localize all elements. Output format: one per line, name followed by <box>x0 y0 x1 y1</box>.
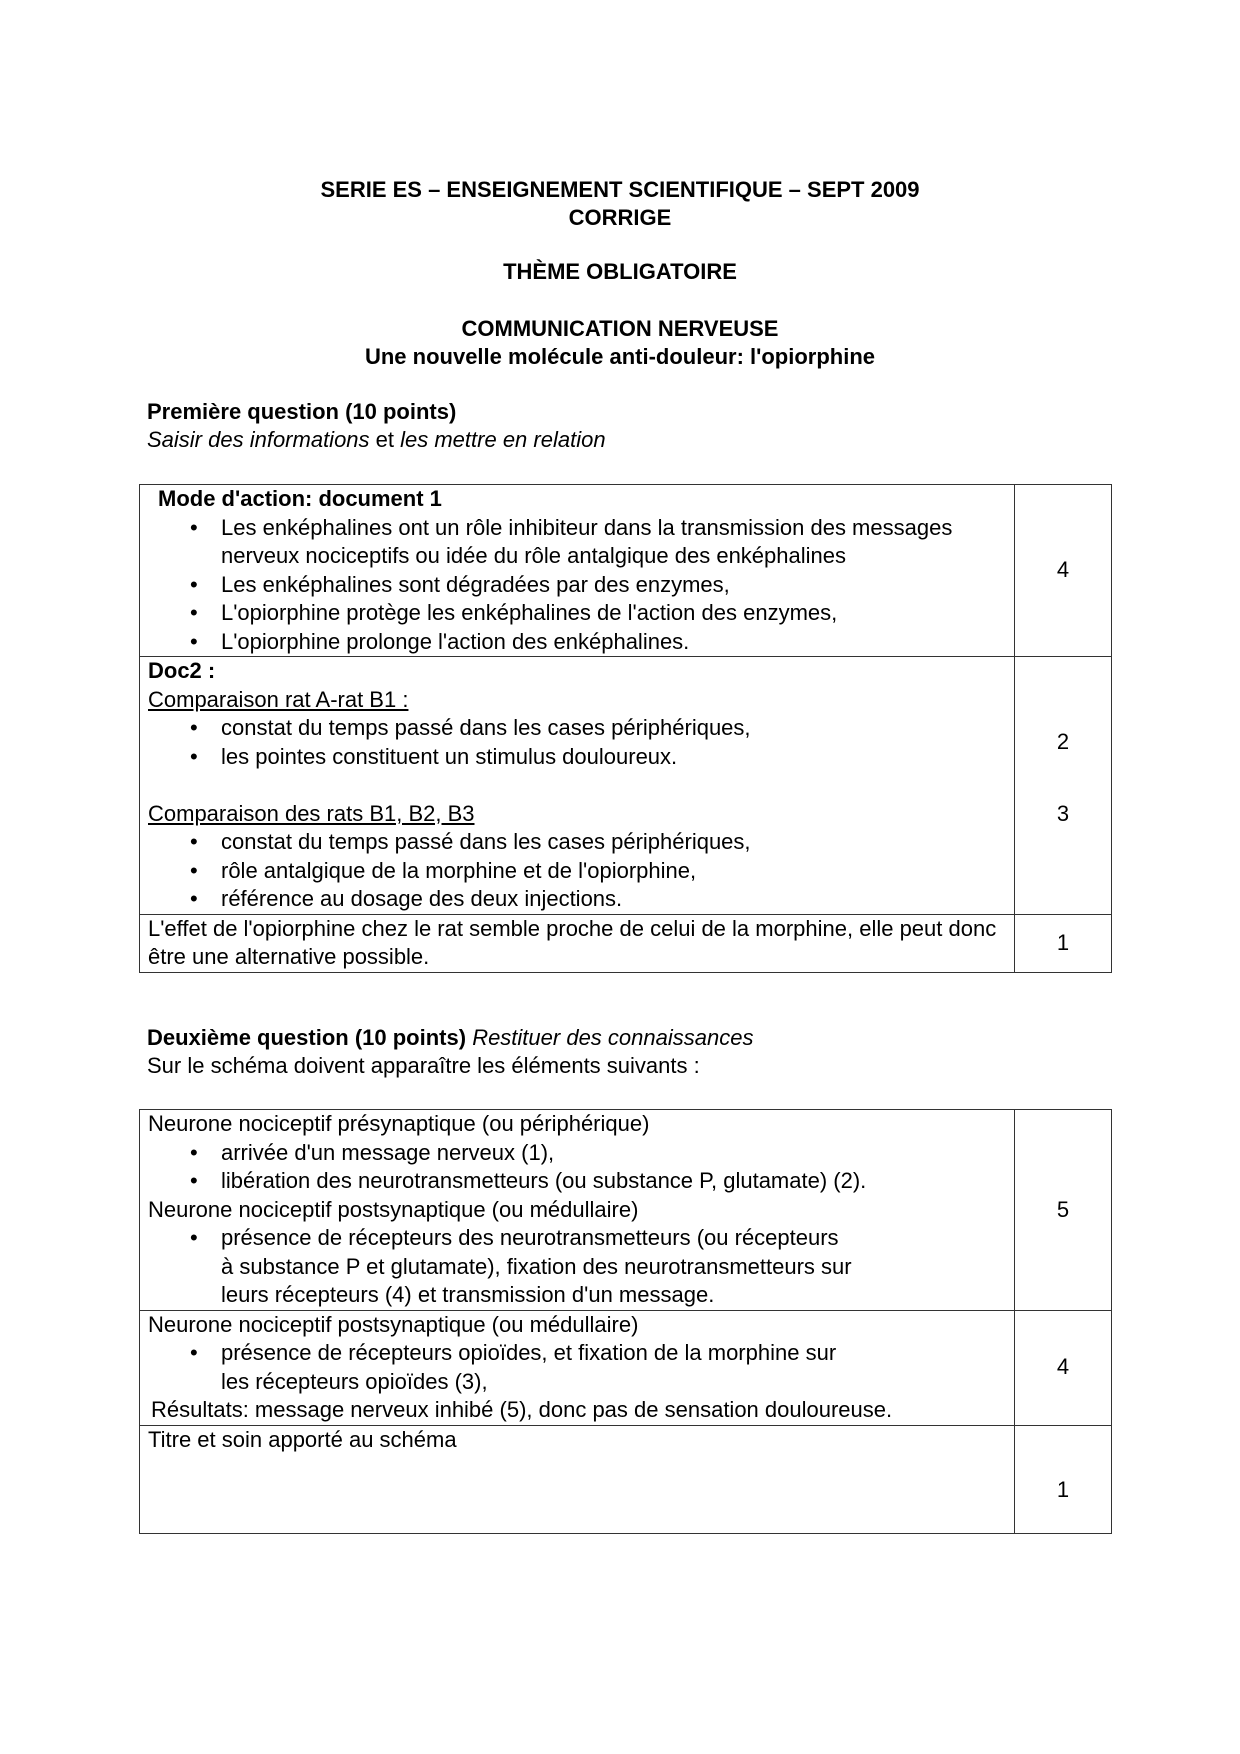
list-item: • rôle antalgique de la morphine et de l'opiorphine, <box>148 857 1014 886</box>
table-row <box>140 1310 1112 1425</box>
list-item: • L'opiorphine prolonge l'action des enképhalines. <box>148 628 1014 657</box>
question1-instruction-mid: et <box>369 427 401 452</box>
q2-row1-list2 <box>148 1224 1014 1310</box>
list-item: • constat du temps passé dans les cases périphériques, <box>148 714 1014 743</box>
q1-row1-heading: Mode d'action: document 1 <box>158 486 442 511</box>
q1-row2-points2: 3 <box>1056 800 1070 826</box>
q1-row3-text: L'effet de l'opiorphine chez le rat semble proche de celui de la morphine, elle peut donc être une alternative possible. <box>148 915 997 969</box>
question2-table <box>139 1109 1112 1534</box>
table-row <box>140 657 1112 915</box>
q1-row2-points <box>1015 657 1112 915</box>
question1-instruction-a: Saisir des informations <box>147 427 370 452</box>
theme-title: THÈME OBLIGATOIRE <box>503 259 737 284</box>
subject-title: COMMUNICATION NERVEUSE <box>461 316 779 341</box>
q2-row2-result: Résultats: message nerveux inhibé (5), donc pas de sensation douloureuse. <box>151 1397 893 1422</box>
q2-row1-head2: Neurone nociceptif postsynaptique (ou médullaire) <box>148 1196 639 1222</box>
list-item: • constat du temps passé dans les cases périphériques, <box>148 828 1014 857</box>
q2-row1-list1 <box>148 1139 1014 1196</box>
table-row <box>140 1110 1112 1311</box>
list-item: • Les enképhalines sont dégradées par des enzymes, <box>148 571 1014 600</box>
question2-line2: Sur le schéma doivent apparaître les éléments suivants : <box>147 1053 700 1078</box>
q2-row3-text: Titre et soin apporté au schéma <box>148 1426 457 1452</box>
table-row <box>140 1425 1112 1533</box>
subject-block <box>0 315 1240 371</box>
q1-row2-list1 <box>148 714 1014 771</box>
question1-header <box>147 398 606 454</box>
question2-title: Deuxième question (10 points) <box>147 1025 467 1050</box>
q1-row1-content <box>140 485 1015 657</box>
q1-row2-sub1: Comparaison rat A-rat B1 : <box>148 686 409 712</box>
list-item: • arrivée d'un message nerveux (1), <box>148 1139 1014 1168</box>
q1-row2-content <box>140 657 1015 915</box>
list-item: • Les enképhalines ont un rôle inhibiteur dans la transmission des messages nerveux nociceptifs ou idée du rôle antalgique des enképhalines <box>148 514 1014 571</box>
q2-row2-points: 4 <box>1015 1310 1112 1425</box>
q2-row2-head: Neurone nociceptif postsynaptique (ou médullaire) <box>148 1311 639 1337</box>
q2-row2-content <box>140 1310 1015 1425</box>
subject-subtitle: Une nouvelle molécule anti-douleur: l'opiorphine <box>364 344 876 369</box>
q2-row1-content <box>140 1110 1015 1311</box>
list-item: • présence de récepteurs des neurotransmetteurs (ou récepteurs à substance P et glutamate), fixation des neurotransmetteurs sur leurs récepteurs (4) et transmission d'un message. <box>148 1224 854 1310</box>
question1-instruction-b: les mettre en relation <box>400 427 606 452</box>
question1-table <box>139 484 1112 973</box>
q2-row3-points: 1 <box>1015 1425 1112 1533</box>
q1-row2-heading: Doc2 : <box>148 658 216 683</box>
q2-row2-list <box>148 1339 1014 1396</box>
q2-row1-points: 5 <box>1015 1110 1112 1311</box>
table-row <box>140 914 1112 972</box>
list-item: • présence de récepteurs opioïdes, et fixation de la morphine sur les récepteurs opioïdes (3), <box>148 1339 854 1396</box>
q1-row2-list2 <box>148 828 1014 914</box>
q1-row1-list <box>148 514 1014 657</box>
q2-row1-head1: Neurone nociceptif présynaptique (ou périphérique) <box>148 1111 650 1136</box>
list-item: • référence au dosage des deux injections. <box>148 885 1014 914</box>
question2-header <box>147 1024 753 1080</box>
list-item: • libération des neurotransmetteurs (ou substance P, glutamate) (2). <box>148 1167 1014 1196</box>
question1-title: Première question (10 points) <box>147 399 457 424</box>
q1-row2-points1: 2 <box>1056 729 1070 754</box>
q2-row3-content <box>140 1425 1015 1533</box>
header-line2: CORRIGE <box>568 205 672 230</box>
q1-row3-points: 1 <box>1015 914 1112 972</box>
list-item: • L'opiorphine protège les enképhalines de l'action des enzymes, <box>148 599 1014 628</box>
header-line1: SERIE ES – ENSEIGNEMENT SCIENTIFIQUE – SEPT 2009 <box>320 177 920 202</box>
document-header <box>0 176 1240 232</box>
theme-block <box>0 258 1240 286</box>
q1-row3-content <box>140 914 1015 972</box>
q1-row2-sub2: Comparaison des rats B1, B2, B3 <box>148 800 475 826</box>
list-item: • les pointes constituent un stimulus douloureux. <box>148 743 1014 772</box>
table-row <box>140 485 1112 657</box>
question2-instruction: Restituer des connaissances <box>472 1025 754 1050</box>
q1-row1-points: 4 <box>1015 485 1112 657</box>
